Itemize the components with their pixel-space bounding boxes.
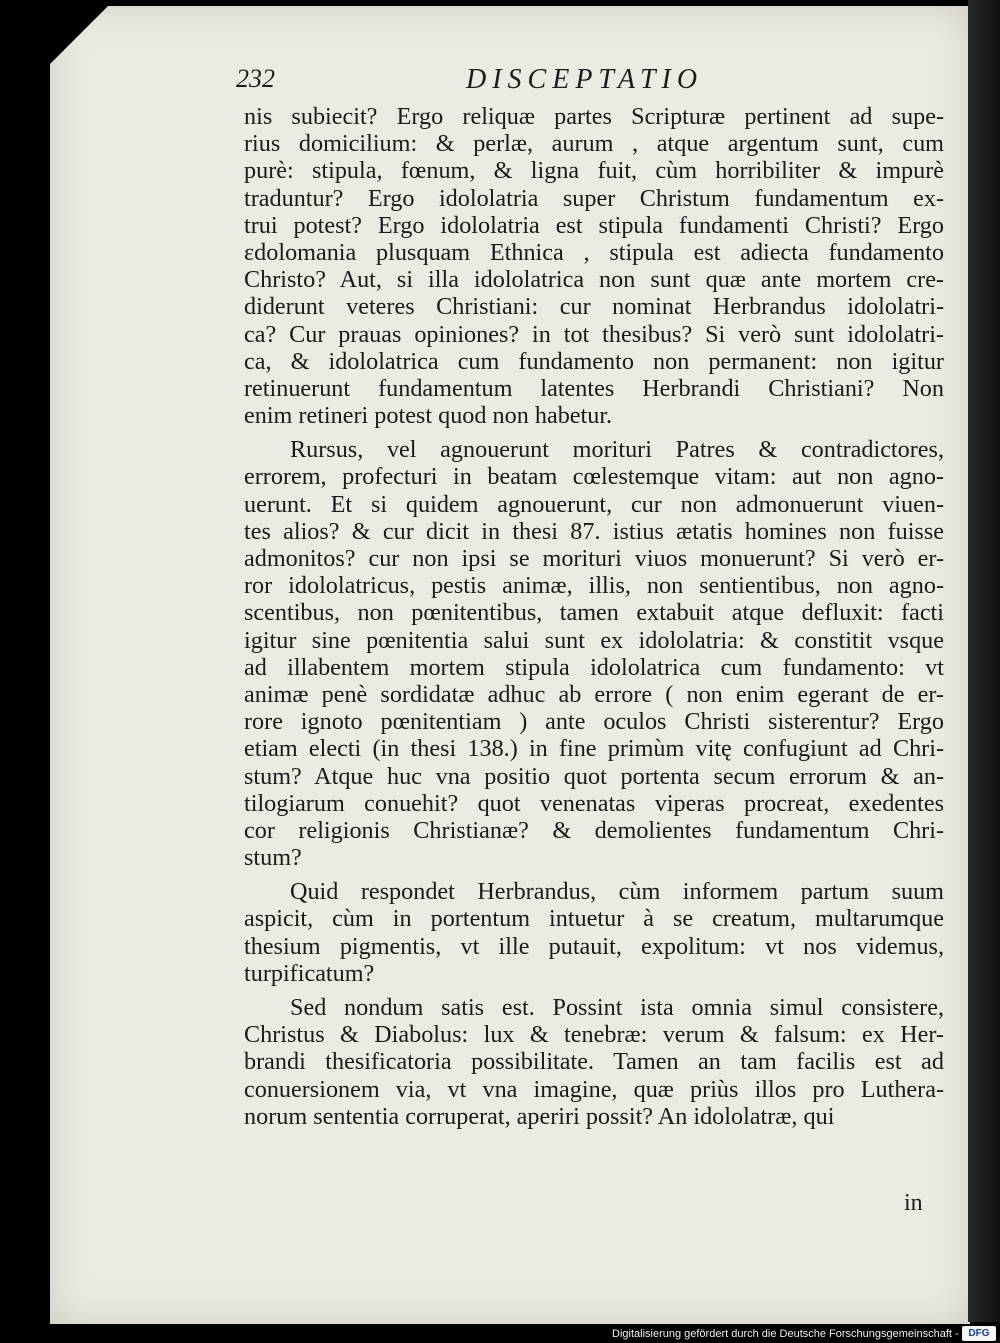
text-line: norum sententia corruperat, aperiri possit? An idololatræ, qui: [244, 1102, 835, 1130]
text-line: tilogiarum conuehit? quot venenatas viperas procreat, exedentes: [244, 789, 944, 817]
text-line: brandi thesificatoria possibilitate. Tamen an tam facilis est ad: [244, 1048, 944, 1076]
paragraph-1: [244, 103, 944, 429]
text-line: errorem, profecturi in beatam cœlestemque vitam: aut non agno-: [244, 463, 944, 491]
text-line: scentibus, non pœnitentibus, tamen extabuit atque defluxit: facti: [244, 599, 944, 627]
text-line: diderunt veteres Christiani: cur nominat Herbrandus idololatri-: [244, 293, 944, 321]
page-edge-shadow: [968, 0, 1000, 1322]
text-line: tes alios? & cur dicit in thesi 87. istius ætatis homines non fuisse: [244, 517, 944, 545]
text-line: animæ penè sordidatæ adhuc ab errore ( non enim egerant de er-: [244, 680, 944, 708]
text-line: nis subiecit? Ergo reliquæ partes Scripturæ pertinent ad supe-: [244, 103, 944, 130]
text-line: turpificatum?: [244, 959, 375, 987]
text-line: Sed nondum satis est. Possint ista omnia simul consistere,: [290, 994, 944, 1021]
text-line: Quid respondet Herbrandus, cùm informem partum suum: [290, 878, 944, 906]
text-line: ca? Cur prauas opiniones? in tot thesibus? Si verò sunt idololatri-: [244, 320, 944, 348]
text-line: aspicit, cùm in portentum intuetur à se creatum, multarumque: [244, 905, 944, 933]
text-line: ca, & idololatrica cum fundamento non permanent: non igitur: [244, 347, 944, 375]
text-line: εdolomania plusquam Ethnica , stipula est adiecta fundamento: [244, 238, 944, 266]
text-line: stum? Atque huc vna positio quot portenta secum errorum & an-: [244, 762, 944, 790]
dog-ear-corner: [50, 6, 108, 64]
digitization-footer: [600, 1326, 1000, 1343]
text-line: retinuerunt fundamentum latentes Herbrandi Christiani? Non: [244, 374, 944, 402]
text-line: etiam electi (in thesi 138.) in fine primùm vitę confugiunt ad Chri-: [244, 735, 944, 763]
text-line: enim retineri potest quod non habetur.: [244, 402, 613, 430]
text-line: traduntur? Ergo idololatria super Christum fundamentum ex-: [244, 184, 944, 212]
text-line: Christo? Aut, si illa idololatrica non sunt quæ ante mortem cre-: [244, 266, 944, 294]
paragraph-2: [244, 436, 944, 871]
text-line: igitur sine pœnitentia salui sunt ex idololatria: & constitit vsque: [244, 626, 944, 654]
text-line: ror idololatricus, pestis animæ, illis, non sentientibus, non agno-: [244, 572, 944, 600]
footer-text: Digitalisierung gefördert durch die Deutsche Forschungsgemeinschaft -: [612, 1328, 959, 1340]
page-number: 232: [236, 64, 275, 93]
text-line: purè: stipula, fœnum, & ligna fuit, cùm horribiliter & impurè: [244, 157, 944, 185]
text-line: uerunt. Et si quidem agnouerunt, cur non admonuerunt viuen-: [244, 490, 944, 518]
text-line: rius domicilium: & perlæ, aurum , atque argentum sunt, cum: [244, 130, 944, 158]
running-head: [236, 64, 936, 104]
text-line: conuersionem via, vt vna imagine, quæ priùs illos pro Luthera-: [244, 1075, 944, 1103]
paragraph-4: [244, 994, 944, 1130]
text-line: Rursus, vel agnouerunt morituri Patres & contradictores,: [290, 436, 944, 464]
body-text: [244, 103, 944, 1130]
text-line: rore ignoto pœnitentiam ) ante oculos Christi sisterentur? Ergo: [244, 708, 944, 736]
catchword: in: [904, 1190, 923, 1216]
dfg-logo: DFG: [962, 1326, 996, 1341]
text-line: Christus & Diabolus: lux & tenebræ: verum & falsum: ex Her-: [244, 1021, 944, 1049]
text-line: trui potest? Ergo idololatria est stipula fundamenti Christi? Ergo: [244, 211, 944, 239]
text-line: cor religionis Christianæ? & demolientes fundamentum Chri-: [244, 816, 944, 844]
text-line: thesium pigmentis, vt ille putauit, expolitum: vt nos videmus,: [244, 932, 944, 960]
paragraph-3: [244, 878, 944, 987]
text-line: admonitos? cur non ipsi se morituri viuos monuerunt? Si verò er-: [244, 545, 944, 572]
text-line: ad illabentem mortem stipula idololatrica cum fundamento: vt: [244, 653, 944, 681]
running-title: DISCEPTATIO: [466, 64, 704, 95]
text-line: stum?: [244, 844, 302, 872]
